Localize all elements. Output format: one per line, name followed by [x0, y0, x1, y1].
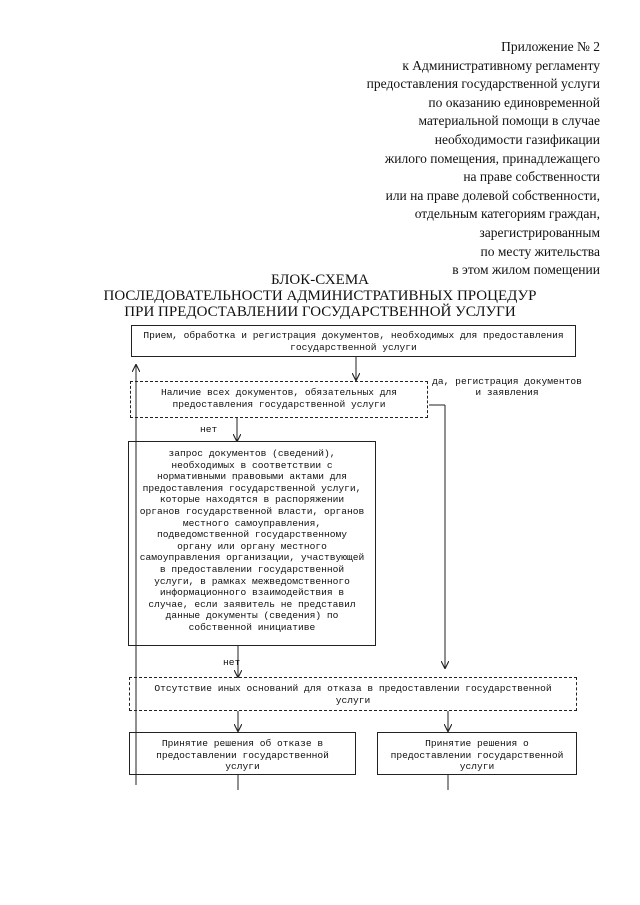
appendix-line: в этом жилом помещении — [452, 262, 600, 278]
refusal-box — [129, 732, 356, 775]
request-box — [128, 441, 376, 646]
reception-box — [131, 325, 576, 357]
appendix-line: или на праве долевой собственности, — [385, 187, 600, 203]
scheme-title-line: БЛОК-СХЕМА — [270, 272, 370, 288]
appendix-line: по оказанию единовременной — [428, 94, 600, 110]
appendix-line: необходимости газификации — [434, 131, 600, 147]
yes-branch-label — [432, 376, 582, 398]
docs-check-box — [130, 381, 428, 418]
yes-branch-text: да, регистрация документов и заявления — [432, 376, 582, 398]
no-grounds-box — [129, 677, 577, 711]
appendix-line: материальной помощи в случае — [418, 113, 600, 129]
reception-text: Прием, обработка и регистрация документов, необходимых для предоставления государственной услуги — [143, 330, 564, 353]
appendix-line: зарегистрированным — [479, 224, 600, 240]
scheme-title-line: ПРИ ПРЕДОСТАВЛЕНИИ ГОСУДАРСТВЕННОЙ УСЛУГИ — [124, 304, 516, 320]
no-branch-label-2 — [223, 657, 240, 668]
appendix-line: отдельным категориям граждан, — [414, 206, 600, 222]
appendix-line: жилого помещения, принадлежащего — [384, 150, 600, 166]
appendix-line: на праве собственности — [463, 169, 600, 185]
appendix-line: к Административному регламенту — [402, 57, 600, 73]
scheme-title-line: ПОСЛЕДОВАТЕЛЬНОСТИ АДМИНИСТРАТИВНЫХ ПРОЦЕДУР — [103, 288, 537, 304]
no-text-1: нет — [200, 424, 218, 435]
no-grounds-text: Отсутствие иных оснований для отказа в предоставлении государственной услуги — [154, 683, 552, 706]
no-text-2: нет — [223, 657, 241, 668]
appendix-line: Приложение № 2 — [501, 39, 600, 54]
refusal-text: Принятие решения об отказе в предоставлении государственной услуги — [156, 738, 329, 773]
request-text: запрос документов (сведений), необходимых в соответствии с нормативными правовыми актами для предоставления государственной услуги, которые находятся в распоряжении органов государственной власти, органов местного самоуправления, подведомственной государственному органу или органу местного самоуправления организации, участвующей в предоставлении государственной услуги, в рамках межведомственного информационного взаимодействия в случае, если заявитель не представил данные документы (сведения) по собственной инициативе — [139, 448, 365, 633]
appendix-line: предоставления государственной услуги — [366, 76, 600, 92]
appendix-line: по месту жительства — [480, 243, 600, 259]
docs-check-text: Наличие всех документов, обязательных для предоставления государственной услуги — [160, 387, 398, 410]
approval-text: Принятие решения о предоставлении государственной услуги — [390, 738, 564, 773]
approval-box — [377, 732, 577, 775]
no-branch-label-1 — [200, 424, 217, 435]
